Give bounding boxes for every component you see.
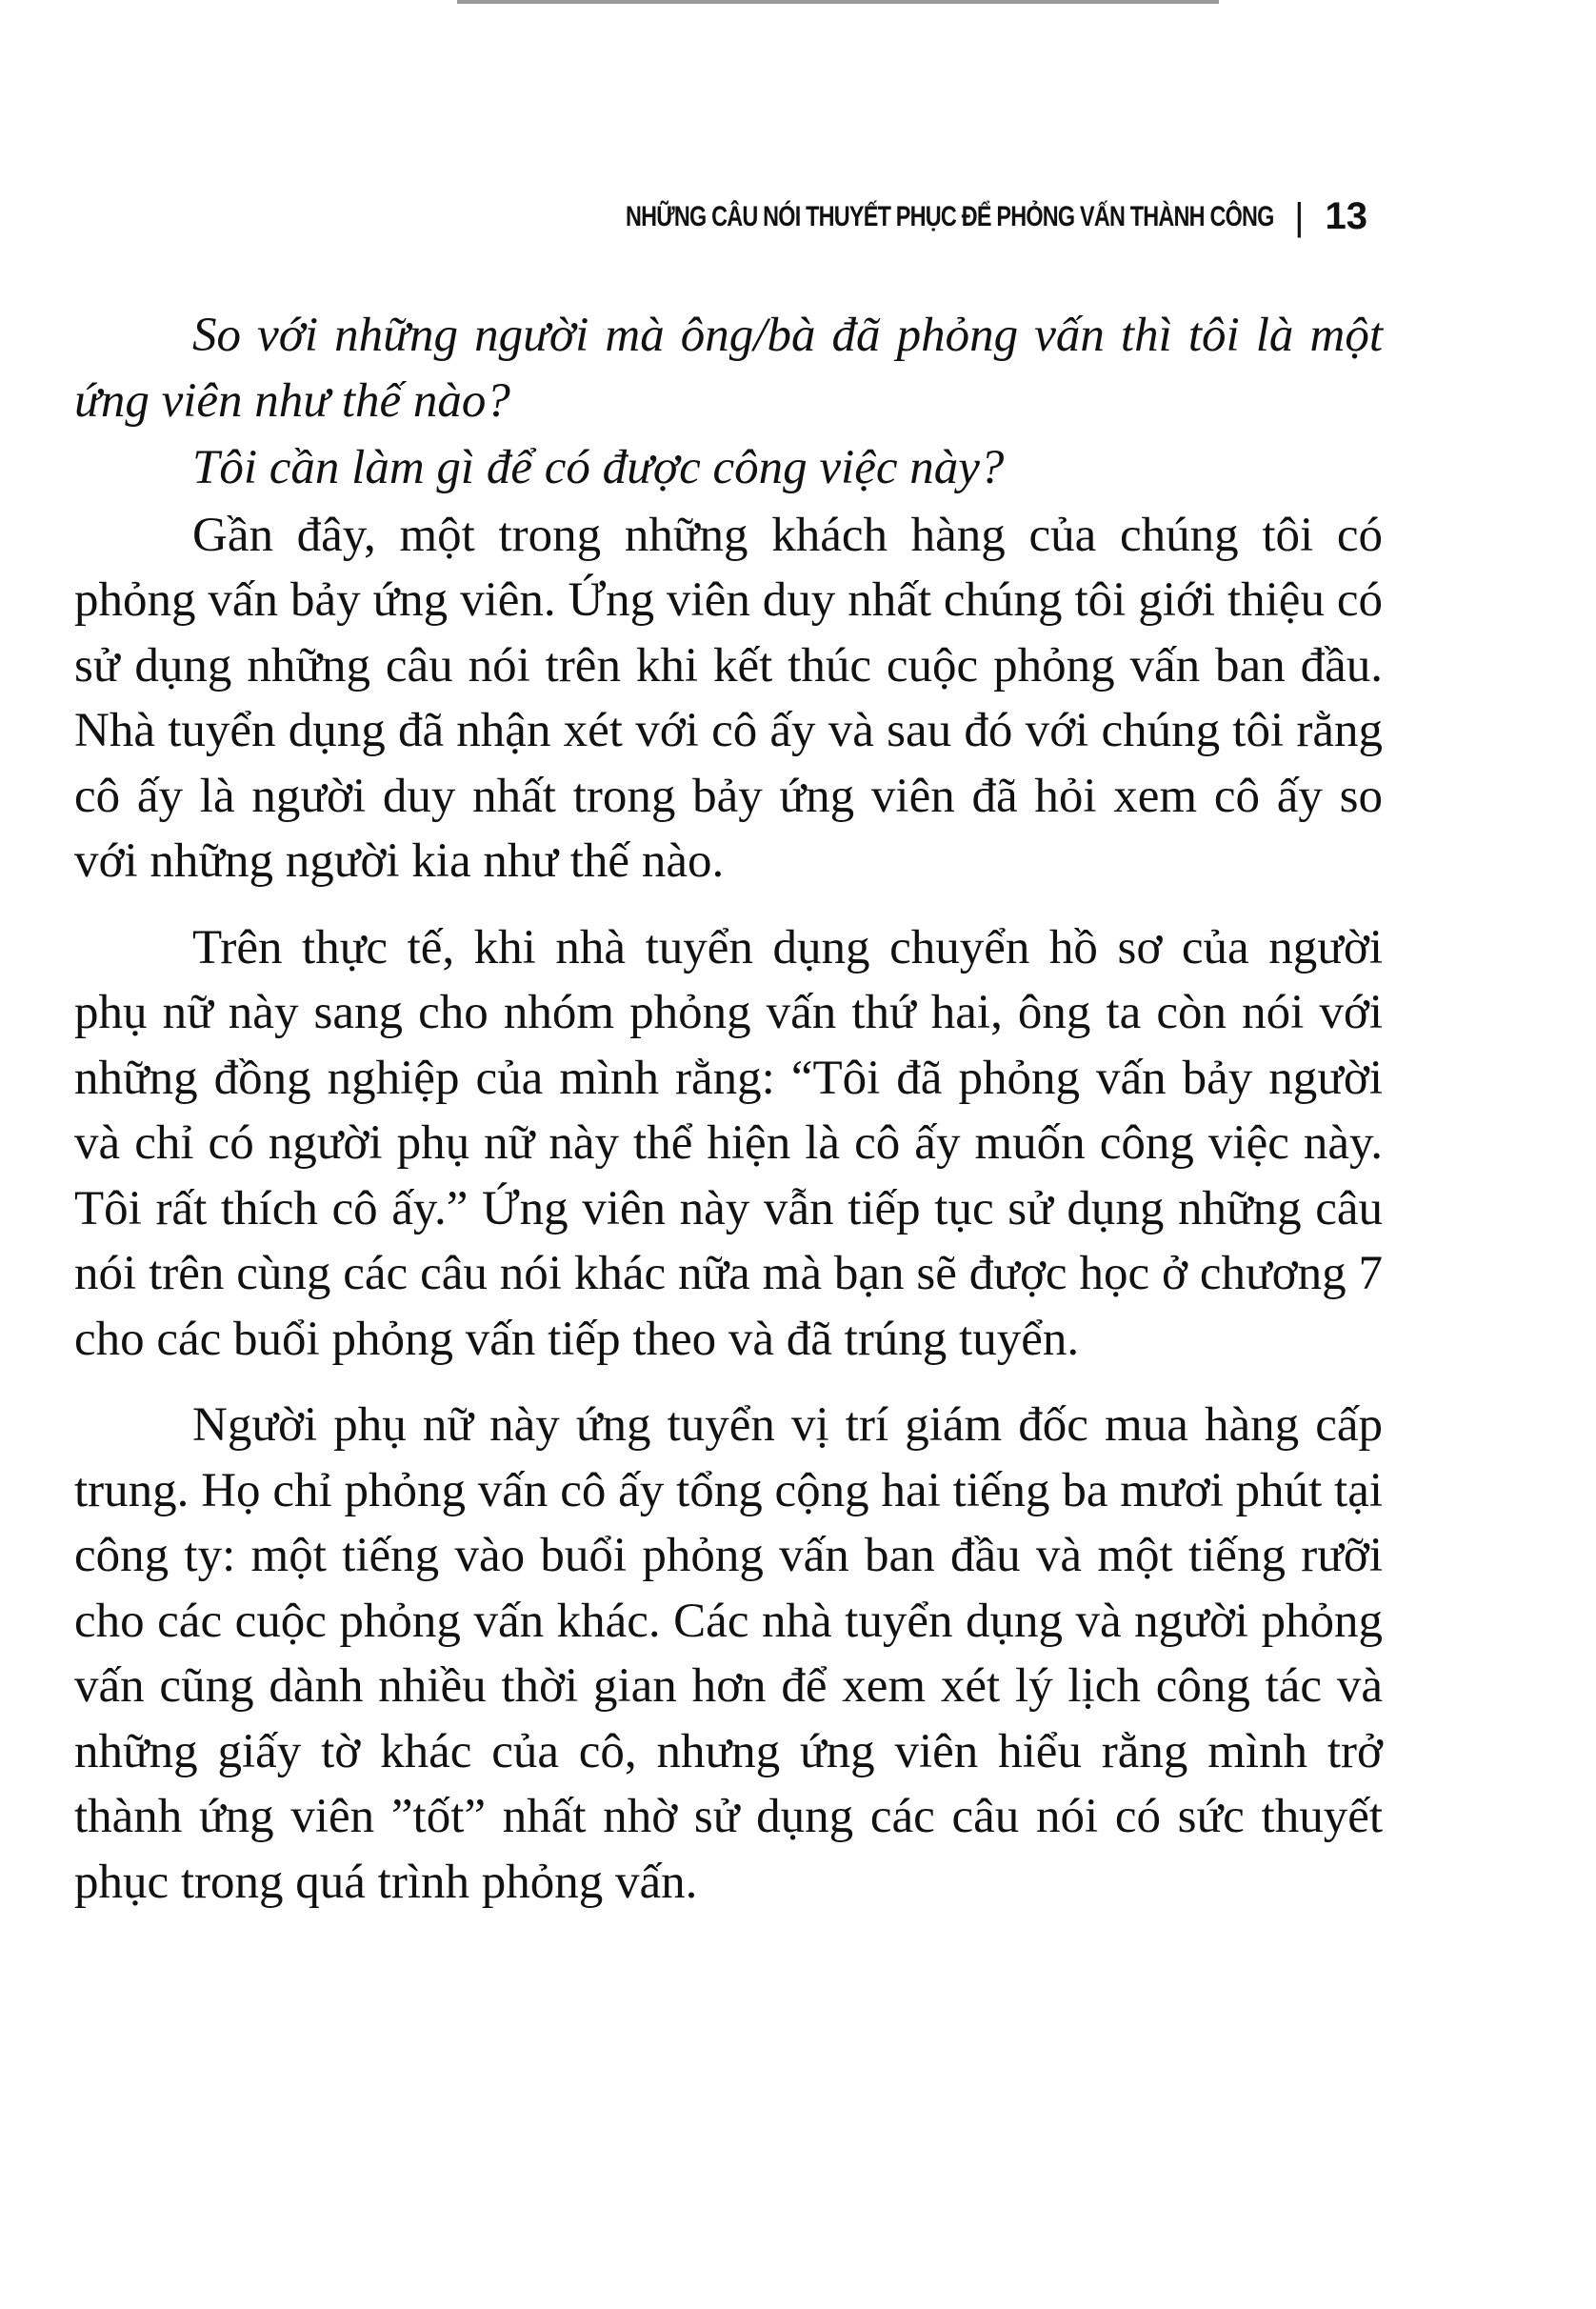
header-separator: | [1294,195,1305,238]
page-number: 13 [1325,195,1367,237]
body-paragraph-1: Gần đây, một trong những khách hàng của chúng tôi có phỏng vấn bảy ứng viên. Ứng viên duy nhất chúng tôi giới thiệu có sử dụng những câu nói trên khi kết thúc cuộc phỏng vấn ban đầu. Nhà tuyển dụng đã nhận xét với cô ấy và sau đó với chúng tôi rằng cô ấy là người duy nhất trong bảy ứng viên đã hỏi xem cô ấy so với những người kia như thế nào. [74,508,1383,888]
page-body-text [74,303,1383,1915]
running-title: NHỮNG CÂU NÓI THUYẾT PHỤC ĐỂ PHỎNG VẤN THÀNH CÔNG [625,200,1274,232]
top-edge-rule [457,0,1219,4]
body-paragraph-2: Trên thực tế, khi nhà tuyển dụng chuyển hồ sơ của người phụ nữ này sang cho nhóm phỏng vấn thứ hai, ông ta còn nói với những đồng nghiệp của mình rằng: “Tôi đã phỏng vấn bảy người và chỉ có người phụ nữ này thể hiện là cô ấy muốn công việc này. Tôi rất thích cô ấy.” Ứng viên này vẫn tiếp tục sử dụng những câu nói trên cùng các câu nói khác nữa mà bạn sẽ được học ở chương 7 cho các buổi phỏng vấn tiếp theo và đã trúng tuyển. [74,920,1383,1366]
question-paragraph-1: So với những người mà ông/bà đã phỏng vấn thì tôi là một ứng viên như thế nào? [74,309,1383,428]
question-paragraph-2: Tôi cần làm gì để có được công việc này? [192,441,1005,494]
running-header [443,195,1367,238]
body-paragraph-3: Người phụ nữ này ứng tuyển vị trí giám đốc mua hàng cấp trung. Họ chỉ phỏng vấn cô ấy tổng cộng hai tiếng ba mươi phút tại công ty: một tiếng vào buổi phỏng vấn ban đầu và một tiếng rưỡi cho các cuộc phỏng vấn khác. Các nhà tuyển dụng và người phỏng vấn cũng dành nhiều thời gian hơn để xem xét lý lịch công tác và những giấy tờ khác của cô, nhưng ứng viên hiểu rằng mình trở thành ứng viên ”tốt” nhất nhờ sử dụng các câu nói có sức thuyết phục trong quá trình phỏng vấn. [74,1398,1383,1909]
